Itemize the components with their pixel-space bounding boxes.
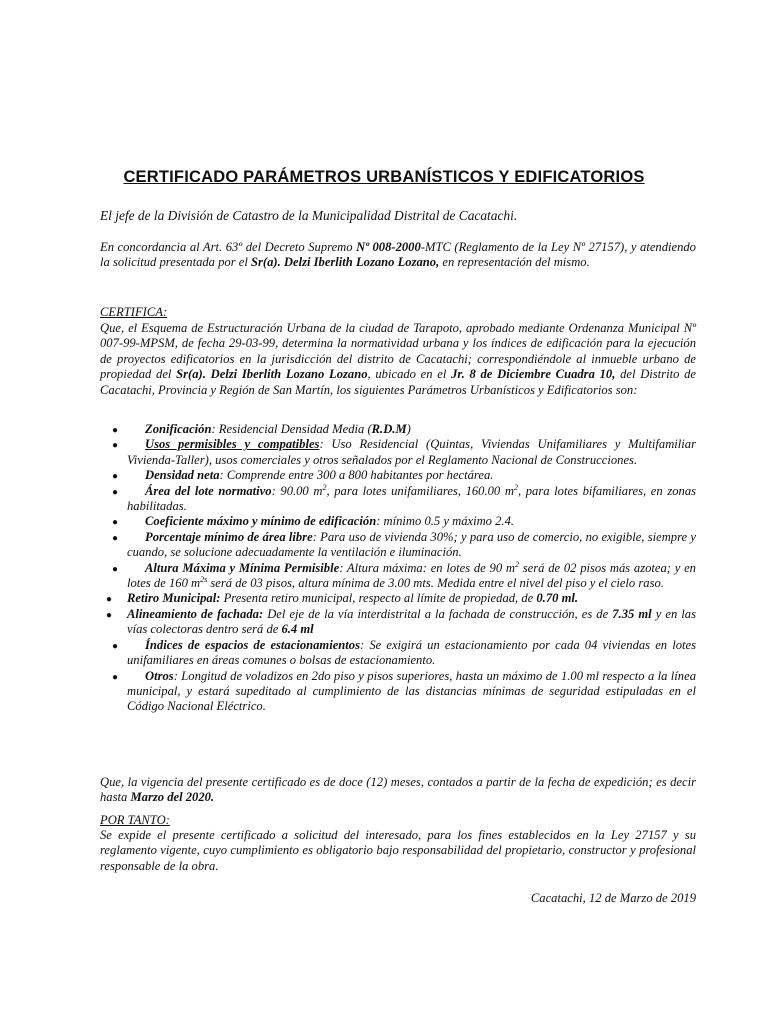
param-text: Presenta retiro municipal, respecto al límite de propiedad, de <box>220 591 537 606</box>
param-text: : Uso Residencial (Quintas, Viviendas Unifamiliares y Multifamiliar Vivienda-Taller), usos comerciales y otros señalados por el Reglamento Nacional de Construcciones. <box>127 437 696 467</box>
list-item <box>0 514 768 529</box>
param-value: 7.35 ml <box>612 606 652 621</box>
certifica-label: CERTIFICA <box>100 305 163 319</box>
param-text: : 90.00 m <box>271 483 323 498</box>
parameters-list <box>0 422 768 715</box>
text: del Distrito de Cacatachi, Provincia y Región de San Martín, los siguientes Parámetros Urbanísticos y Edificatorios son: <box>100 367 696 397</box>
superscript: 2 <box>513 482 518 492</box>
list-item <box>0 468 768 483</box>
list-item <box>0 484 768 515</box>
certifica-heading: CERTIFICA: <box>100 305 168 319</box>
superscript: 2 <box>322 482 327 492</box>
param-text: : mínimo 0.5 y máximo 2.4. <box>376 514 515 529</box>
text: en representación del mismo. <box>439 255 590 270</box>
applicant-name: Sr(a). Delzi Iberlith Lozano Lozano, <box>251 255 440 270</box>
param-label: Área del lote normativo <box>145 483 272 498</box>
intro-paragraph: El jefe de la División de Catastro de la Municipalidad Distrital de Cacatachi. <box>100 208 518 223</box>
param-text: y en las vías colectoras dentro será de <box>127 606 697 637</box>
text: , ubicado en el <box>367 367 452 382</box>
param-text: : Se exigirá un estacionamiento por cada 04 viviendas en lotes unifamiliares en áreas comunes o bolsas de estacionamiento. <box>127 637 696 668</box>
issue-date: Cacatachi, 12 de Marzo de 2019 <box>530 891 696 905</box>
superscript: 2 <box>514 559 519 569</box>
bullet-icon: ● <box>112 425 119 436</box>
param-label: Zonificación <box>145 422 212 436</box>
text: En concordancia al Art. 63º del Decreto Supremo <box>100 240 357 254</box>
param-label: Retiro Municipal: <box>127 591 221 606</box>
param-text: : Altura máxima: en lotes de 90 m <box>339 560 515 575</box>
param-label: Porcentaje mínimo de área libre <box>145 529 313 544</box>
bullet-icon: ● <box>106 609 113 621</box>
por-tanto-heading: POR TANTO: <box>100 813 170 827</box>
list-item <box>0 669 768 715</box>
param-text: será de 02 pisos más azotea; y en lotes de 160 m <box>127 560 696 591</box>
owner-name: Sr(a). Delzi Iberlith Lozano Lozano <box>176 367 368 382</box>
vigencia-paragraph <box>100 775 696 806</box>
bullet-icon: ● <box>106 594 113 606</box>
bullet-icon: ● <box>112 517 119 529</box>
certifica-paragraph <box>100 321 696 398</box>
param-text: : Comprende entre 300 a 800 habitantes por hectárea. <box>219 468 494 483</box>
param-text: : Longitud de voladizos en 2do piso y pisos superiores, hasta un máximo de 1.00 ml respecto a la línea municipal, y estará supeditado al cumplimiento de las distancias mínimas de seguridad estipuladas en el Código Nacional Eléctrico. <box>127 668 696 714</box>
text: Que, el Esquema de Estructuración Urbana de la ciudad de Tarapoto, aprobado mediante Ordenanza Municipal Nº 007-99-MPSM, de fecha 29-03-99, determina la normatividad urbana y los índices de edificación para la ejecución de proyectos edificatorios en la jurisdicción del distrito de Cacatachi; correspondiéndole al inmueble urbano de propiedad del <box>100 321 696 382</box>
superscript: 2s <box>200 574 208 584</box>
concordancia-paragraph <box>100 240 696 271</box>
text: -MTC (Reglamento de la Ley Nº 27157), y atendiendo la solicitud presentada por el <box>100 240 696 270</box>
list-item <box>0 422 768 437</box>
param-label: Usos permisibles y compatibles <box>145 437 320 452</box>
page-title: CERTIFICADO PARÁMETROS URBANÍSTICOS Y EDIFICATORIOS <box>123 168 645 186</box>
por-tanto-label: POR TANTO <box>100 813 166 827</box>
bullet-icon: ● <box>112 640 119 652</box>
bullet-icon: ● <box>112 532 119 544</box>
param-label: Índices de espacios de estacionamientos <box>145 637 361 652</box>
list-item <box>0 607 768 638</box>
list-item <box>0 638 768 669</box>
text: Que, la vigencia del presente certificado es de doce (12) meses, contados a partir de la fecha de expedición; es decir hasta <box>100 775 696 805</box>
param-text: ) <box>406 422 411 436</box>
bullet-icon: ● <box>112 471 119 483</box>
bullet-icon: ● <box>112 486 119 498</box>
bullet-icon: ● <box>112 671 119 683</box>
property-address: Jr. 8 de Diciembre Cuadra 10, <box>451 367 616 382</box>
bullet-icon: ● <box>112 440 119 452</box>
param-label: Densidad neta <box>145 468 220 483</box>
param-text: : Residencial Densidad Media ( <box>211 422 372 436</box>
list-item <box>0 561 768 592</box>
param-label: Altura Máxima y Mínima Permisible <box>145 560 340 575</box>
param-text: , para lotes unifamiliares, 160.00 m <box>326 483 514 498</box>
param-label: Otros <box>145 668 174 683</box>
list-item <box>0 591 768 606</box>
param-value: 6.4 ml <box>281 622 314 637</box>
param-text: , para lotes bifamiliares, en zonas habilitadas. <box>127 483 697 514</box>
param-label: Alineamiento de fachada: <box>127 606 264 621</box>
por-tanto-paragraph: Se expide el presente certificado a solicitud del interesado, para los fines establecidos en la Ley 27157 y su reglamento vigente, cuyo cumplimiento es obligatorio bajo responsabilidad del propietario, constructor y profesional responsable de la obra. <box>100 828 696 873</box>
bullet-icon: ● <box>112 563 119 575</box>
param-text: Del eje de la vía interdistrital a la fachada de construcción, es de <box>263 606 613 621</box>
list-item <box>0 437 768 468</box>
param-label: Coeficiente máximo y mínimo de edificación <box>145 514 377 529</box>
expiry-date: Marzo del 2020. <box>130 790 215 805</box>
decree-number: Nº 008-2000 <box>356 240 421 254</box>
param-text: será de 03 pisos, altura mínima de 3.00 mts. Medida entre el nivel del piso y el cielo raso. <box>207 576 664 591</box>
list-item <box>0 530 768 561</box>
param-text: : Para uso de vivienda 30%; y para uso de comercio, no exigible, siempre y cuando, se solucione adecuadamente la ventilación e iluminación. <box>127 529 696 560</box>
param-value: R.D.M <box>371 422 407 436</box>
param-value: 0.70 ml. <box>536 591 579 606</box>
